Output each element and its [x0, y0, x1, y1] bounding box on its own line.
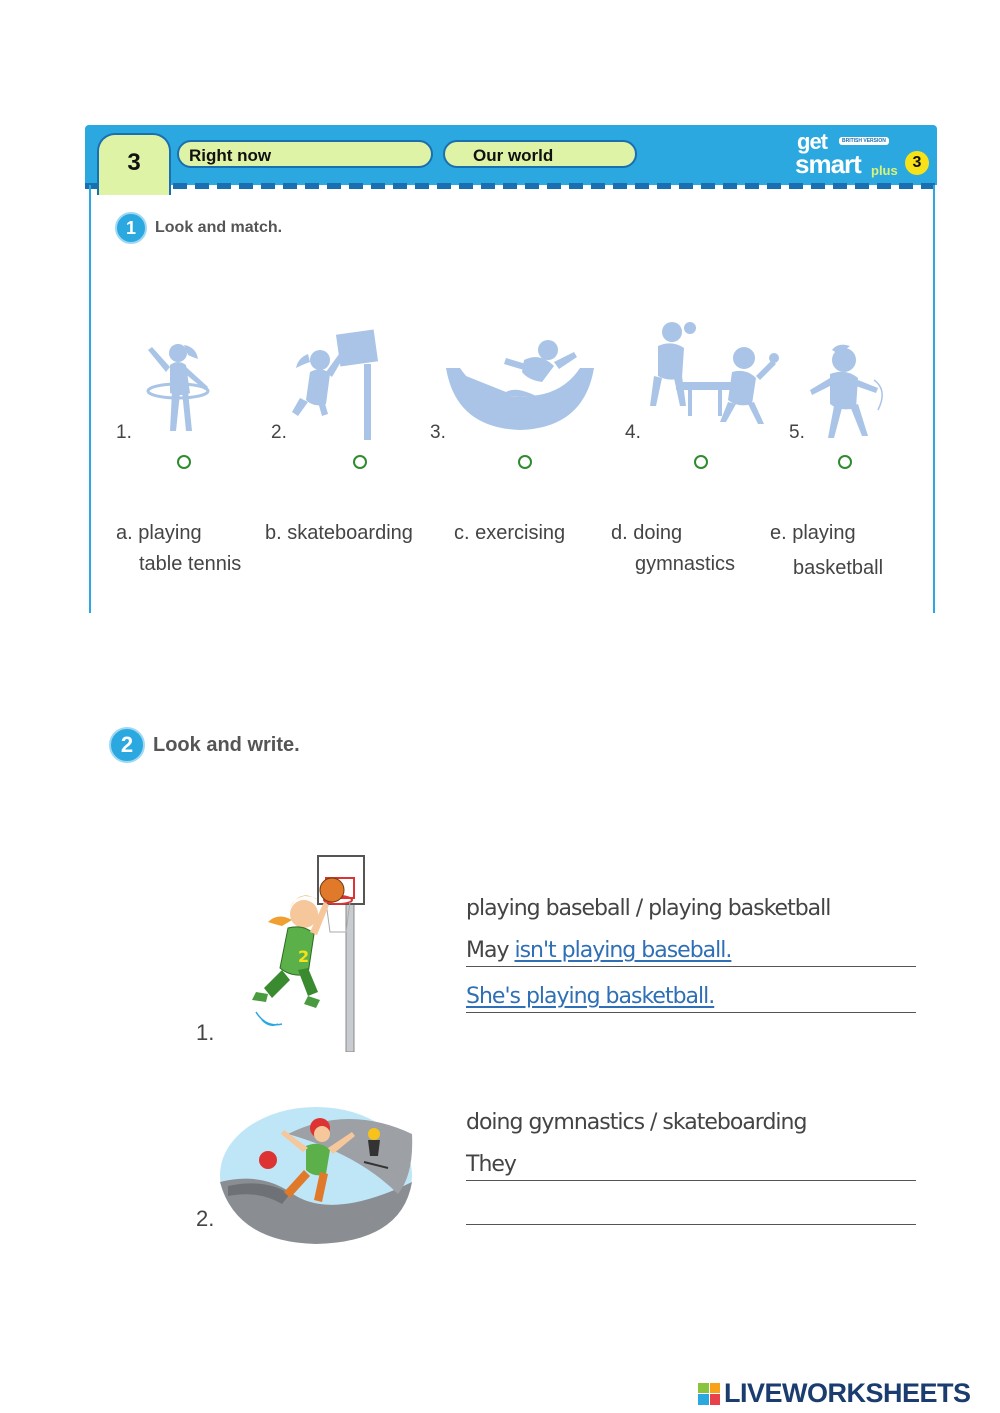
picture-1-label: 1.	[116, 422, 132, 443]
svg-text:2: 2	[298, 947, 310, 966]
liveworksheets-brand: LIVEWORKSHEETS	[724, 1378, 971, 1408]
basketball-player-silhouette-icon	[290, 328, 382, 440]
option-b	[265, 518, 413, 549]
question-1-line-1[interactable]	[466, 938, 916, 967]
exercise2-instruction: Look and write.	[153, 733, 300, 756]
option-c	[454, 518, 565, 549]
logo-level-badge: 3	[905, 151, 929, 175]
question-2-subject: They	[466, 1152, 516, 1177]
logo-smart: smart	[795, 149, 861, 179]
match-circle-5[interactable]	[838, 455, 852, 469]
question-1-label: 1.	[196, 1020, 215, 1045]
section-pill: Our world	[443, 140, 637, 168]
question-2-line-1[interactable]	[466, 1152, 916, 1181]
option-a-line2: table tennis	[139, 553, 242, 575]
option-e-line2: basketball	[793, 557, 884, 579]
question-2-choices: doing gymnastics / skateboarding	[466, 1110, 807, 1135]
option-e-line1: e. playing	[770, 522, 856, 544]
hula-hoop-girl-silhouette-icon	[136, 335, 216, 435]
question-1-subject: May	[466, 938, 515, 963]
liveworksheets-logo-icon	[698, 1383, 720, 1405]
question-1-answer-1[interactable]: isn't playing baseball.	[514, 938, 732, 963]
option-a-line1: a. playing	[116, 522, 202, 544]
exercise2-number: 2	[109, 727, 145, 763]
match-circle-1[interactable]	[177, 455, 191, 469]
skateboarder-ramp-silhouette-icon	[446, 338, 594, 430]
skatepark-icon	[218, 1104, 414, 1246]
liveworksheets-logo	[698, 1378, 971, 1409]
question-1-line-2[interactable]	[466, 984, 916, 1013]
question-1-choices: playing baseball / playing basketball	[466, 896, 831, 921]
option-c-line1: c. exercising	[454, 522, 566, 544]
gymnast-silhouette-icon	[804, 344, 890, 440]
match-circle-2[interactable]	[353, 455, 367, 469]
match-circle-3[interactable]	[518, 455, 532, 469]
exercise1-number: 1	[115, 212, 147, 244]
get-smart-logo	[795, 129, 935, 185]
unit-number-tab: 3	[97, 133, 171, 195]
table-tennis-players-silhouette-icon	[640, 318, 780, 436]
picture-5-label: 5.	[789, 422, 805, 443]
option-d-line2: gymnastics	[635, 553, 736, 575]
match-circle-4[interactable]	[694, 455, 708, 469]
option-b-line1: b. skateboarding	[265, 522, 413, 544]
question-1-answer-2[interactable]: She's playing basketball.	[466, 984, 715, 1009]
option-d	[611, 518, 735, 580]
picture-4-label: 4.	[625, 422, 641, 443]
question-2-line-2[interactable]	[466, 1196, 916, 1225]
picture-2-label: 2.	[271, 422, 287, 443]
option-e	[770, 518, 883, 584]
exercise1-header	[115, 212, 282, 244]
option-d-line1: d. doing	[611, 522, 683, 544]
exercise2-header	[109, 727, 300, 763]
girl-basketball-icon	[242, 852, 372, 1052]
logo-british-version: BRITISH VERSION	[839, 137, 889, 145]
logo-get: get	[797, 129, 827, 154]
logo-plus: plus	[871, 163, 898, 178]
picture-3-label: 3.	[430, 422, 446, 443]
unit-title-pill: Right now	[177, 140, 433, 168]
option-a	[116, 518, 241, 580]
exercise1-instruction: Look and match.	[155, 219, 283, 236]
question-2-label: 2.	[196, 1206, 215, 1231]
